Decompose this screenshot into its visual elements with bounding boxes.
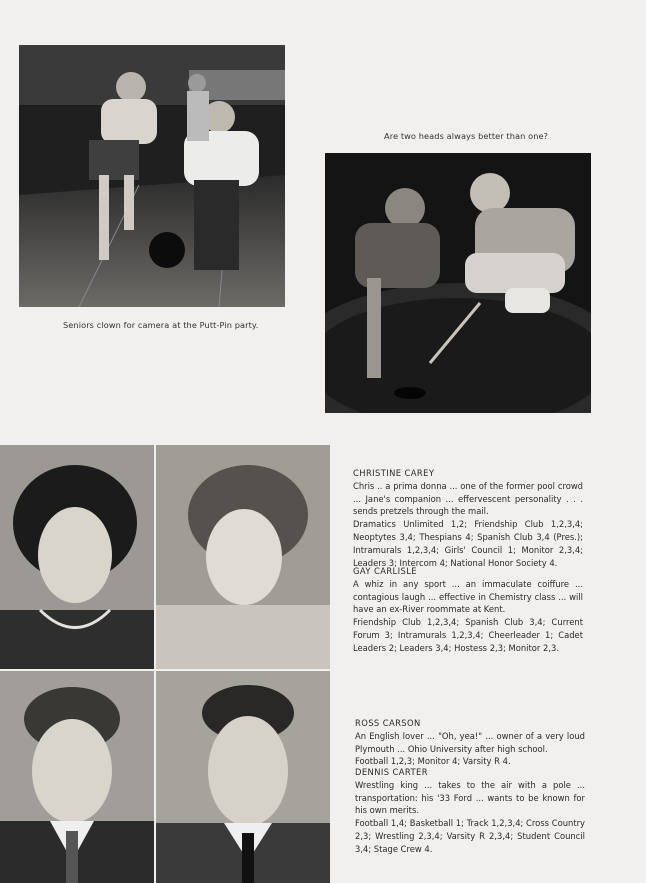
portrait-christine-carey: [0, 445, 154, 669]
senior-name: ROSS CARSON: [355, 718, 421, 728]
senior-activities: Dramatics Unlimited 1,2; Friendship Club 1,2,3,4; Neoptytes 3,4; Thespians 4; Spanish Club 3,4 (Pres.); Intramurals 1,2,3,4; Girls' Council 1; Monitor 2,3,4; Leaders 3; Intercom 4; National Honor Society 4.: [353, 519, 583, 568]
portrait-dennis-carter: [156, 671, 330, 883]
senior-name: GAY CARLISLE: [353, 566, 417, 576]
senior-name: DENNIS CARTER: [355, 767, 428, 777]
bowling-photo-caption: Seniors clown for camera at the Putt-Pin party.: [63, 320, 259, 330]
senior-description: An English lover ... "Oh, yea!" ... owner of a very loud Plymouth ... Ohio University after high school.: [355, 730, 585, 754]
senior-description: Wrestling king ... takes to the air with a pole ... transportation: his '33 Ford ... wants to be known for his own merits.: [355, 779, 585, 816]
putting-photo-caption: Are two heads always better than one?: [384, 131, 549, 141]
senior-activities: Football 1,2,3; Monitor 4; Varsity R 4.: [355, 756, 511, 767]
senior-bio-carson: [355, 717, 585, 768]
putting-photo: [325, 153, 591, 413]
senior-name: CHRISTINE CAREY: [353, 468, 435, 478]
portrait-ross-carson: [0, 671, 154, 883]
senior-activities: Football 1,4; Basketball 1; Track 1,2,3,4; Cross Country 2,3; Wrestling 2,3,4; Varsity R 2,3,4; Student Council 3,4; Stage Crew 4.: [355, 818, 585, 854]
senior-bio-carlisle: [353, 565, 583, 655]
bowling-party-photo: [19, 45, 285, 307]
senior-description: A whiz in any sport ... an immaculate coiffure ... contagious laugh ... effective in Chemistry class ... will have an ex-River roommate at Kent.: [353, 578, 583, 615]
senior-description: Chris .. a prima donna ... one of the former pool crowd ... Jane's companion ... effervescent personality . . . sends pretzels through the mail.: [353, 480, 583, 517]
senior-bio-carter: [355, 766, 585, 856]
senior-activities: Friendship Club 1,2,3,4; Spanish Club 3,4; Current Forum 3; Intramurals 1,2,3,4; Cheerleader 1; Cadet Leaders 2; Leaders 3,4; Hostess 2,3; Monitor 2,3.: [353, 617, 583, 653]
senior-bio-carey: [353, 467, 583, 569]
portrait-gay-carlisle: [156, 445, 330, 669]
